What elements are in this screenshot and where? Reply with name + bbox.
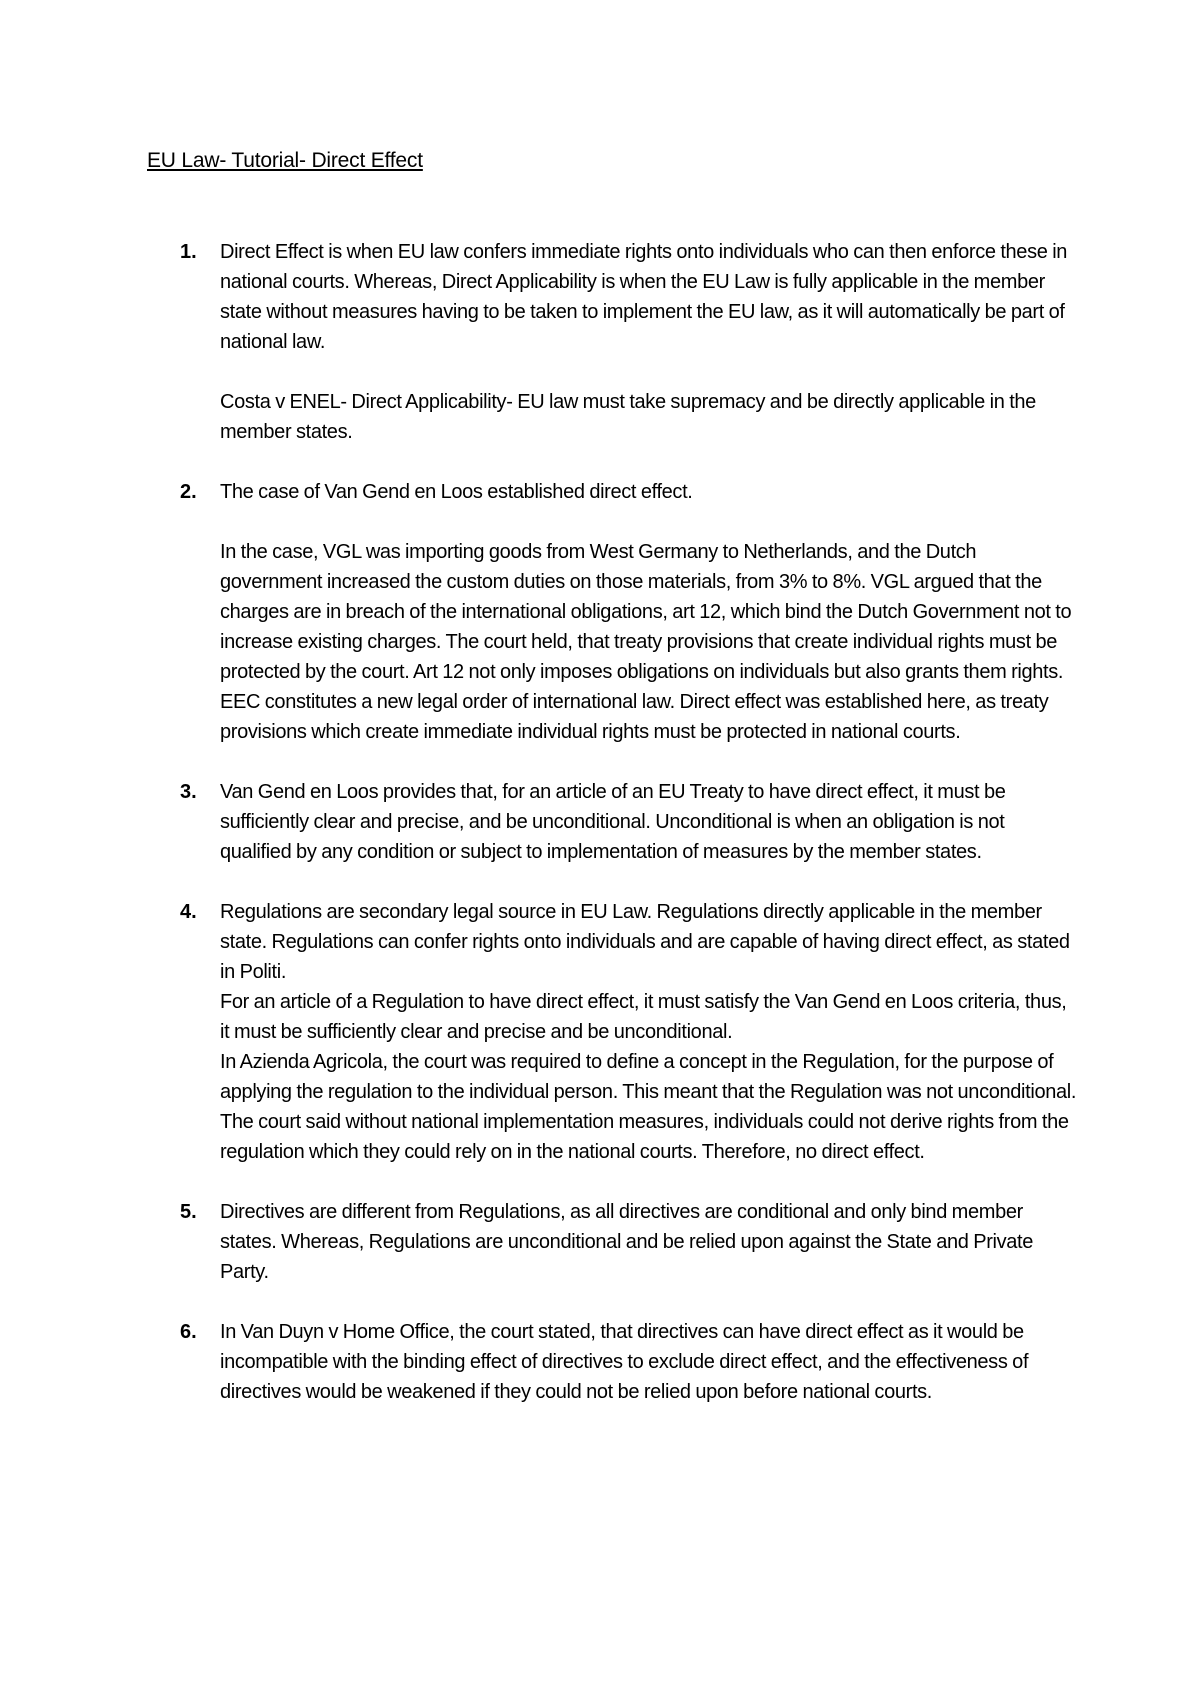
- list-item-number: 5.: [180, 1201, 197, 1223]
- paragraph: For an article of a Regulation to have direct effect, it must satisfy the Van Gend en Loos criteria, thus, it must be sufficiently clear and precise and be unconditional.: [220, 991, 1067, 1043]
- list-item-number: 4.: [180, 901, 197, 923]
- paragraph: Regulations are secondary legal source in EU Law. Regulations directly applicable in the member state. Regulations can confer rights onto individuals and are capable of having direct effect, as stated in Politi.: [220, 901, 1070, 983]
- document-title: EU Law- Tutorial- Direct Effect: [147, 149, 423, 172]
- paragraph: Directives are different from Regulations, as all directives are conditional and only bind member states. Whereas, Regulations are unconditional and be relied upon against the State and Private Party.: [220, 1201, 1034, 1283]
- list-item-number: 2.: [180, 481, 197, 503]
- list-item-number: 3.: [180, 781, 197, 803]
- list-item: [180, 1197, 1080, 1287]
- paragraph: In Van Duyn v Home Office, the court stated, that directives can have direct effect as it would be incompatible with the binding effect of directives to exclude direct effect, and the effectiveness of directives would be weakened if they could not be relied upon before national courts.: [220, 1321, 1029, 1403]
- numbered-list: [180, 237, 1080, 1407]
- paragraph: The case of Van Gend en Loos established direct effect.: [220, 481, 693, 503]
- list-item-number: 6.: [180, 1321, 197, 1343]
- paragraph: In Azienda Agricola, the court was required to define a concept in the Regulation, for the purpose of applying the regulation to the individual person. This meant that the Regulation was not unconditional. The court said without national implementation measures, individuals could not derive rights from the regulation which they could rely on in the national courts. Therefore, no direct effect.: [220, 1051, 1077, 1163]
- list-item-number: 1.: [180, 241, 197, 263]
- list-item: [180, 477, 1080, 747]
- list-item: [180, 237, 1080, 447]
- paragraph: Van Gend en Loos provides that, for an article of an EU Treaty to have direct effect, it must be sufficiently clear and precise, and be unconditional. Unconditional is when an obligation is not qualified by any condition or subject to implementation of measures by the member states.: [220, 781, 1006, 863]
- list-item: [180, 897, 1080, 1167]
- paragraph: Direct Effect is when EU law confers immediate rights onto individuals who can then enforce these in national courts. Whereas, Direct Applicability is when the EU Law is fully applicable in the member state without measures having to be taken to implement the EU law, as it will automatically be part of national law.: [220, 241, 1068, 353]
- list-item: [180, 777, 1080, 867]
- paragraph: In the case, VGL was importing goods from West Germany to Netherlands, and the Dutch government increased the custom duties on those materials, from 3% to 8%. VGL argued that the charges are in breach of the international obligations, art 12, which bind the Dutch Government not to increase existing charges. The court held, that treaty provisions that create individual rights must be protected by the court. Art 12 not only imposes obligations on individuals but also grants them rights. EEC constitutes a new legal order of international law. Direct effect was established here, as treaty provisions which create immediate individual rights must be protected in national courts.: [220, 541, 1072, 743]
- list-item: [180, 1317, 1080, 1407]
- paragraph: Costa v ENEL- Direct Applicability- EU law must take supremacy and be directly applicable in the member states.: [220, 391, 1036, 443]
